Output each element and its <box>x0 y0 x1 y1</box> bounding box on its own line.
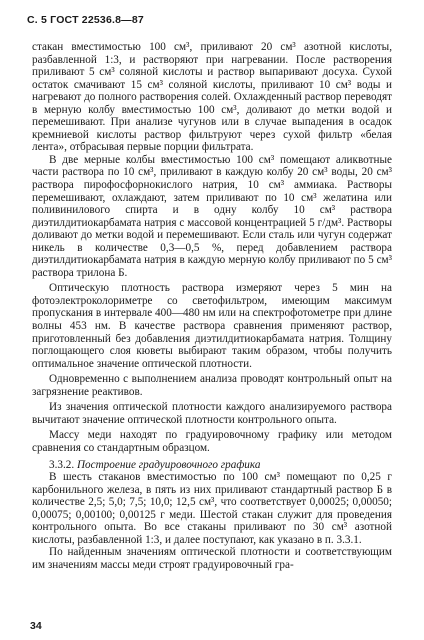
paragraph: Оптическую плотность раствора измеряют через 5 мин на фотоэлектроколориметре со светофильтром, имеющим максимум пропускания в интервале 400—480 нм или на спектрофотометре при длине волны 453 нм. В качестве раствора сравнения применяют раствор, приготовленный без добавления диэтилдитиокарбамата натрия. Толщину поглощающего слоя кюветы выбирают таким образом, чтобы получить оптимальное значение оптической плотности. <box>32 282 392 370</box>
paragraph: Массу меди находят по градуировочному графику или методом сравнения со стандартным образцом. <box>32 429 392 454</box>
page-header: С. 5 ГОСТ 22536.8—87 <box>27 14 144 26</box>
paragraph: По найденным значениям оптической плотности и соответствующим им значениям массы меди строят градуировочный гра- <box>32 546 392 571</box>
paragraph-continued: стакан вместимостью 100 см³, приливают 20 см³ азотной кислоты, разбавленной 1:3, и растворяют при нагревании. После растворения приливают 5 см³ соляной кислоты и раствор выпаривают досуха. Сухой остаток смачивают 15 см³ соляной кислоты, приливают 10 см³ воды и нагревают до полного растворения солей. Охлажденный раствор переводят в мерную колбу вместимостью 100 см³, доливают до метки водой и перемешивают. При анализе чугунов или в случае выпадения в осадок кремниевой кислоты раствор фильтруют через сухой фильтр «белая лента», отбрасывая первые порции фильтрата. <box>32 41 392 154</box>
subsection-title: Построение градуировочного графика <box>76 458 261 471</box>
paragraph: Из значения оптической плотности каждого анализируемого раствора вычитают значение оптической плотности контрольного опыта. <box>32 401 392 426</box>
page-number: 34 <box>30 620 42 632</box>
subsection-number: 3.3.2. <box>49 458 75 471</box>
paragraph: В две мерные колбы вместимостью 100 см³ помещают аликвотные части раствора по 10 см³, приливают в каждую колбу 20 см³ воды, 20 см³ раствора пирофосфорнокислого натрия, 10 см³ аммиака. Растворы перемешивают, охлаждают, затем приливают по 10 см³ желатина или поливинилового спирта и в одну колбу 10 см³ раствора диэтилдитиокарбамата натрия с массовой концентрацией 5 г/дм³. Растворы доливают до метки водой и перемешивают. Если сталь или чугун содержат никель в количестве 0,3—0,5 %, перед добавлением раствора диэтилдитиокарбамата натрия в каждую мерную колбу приливают по 5 см³ раствора трилона Б. <box>32 153 392 279</box>
subsection-heading <box>32 459 392 472</box>
paragraph: В шесть стаканов вместимостью по 100 см³ помещают по 0,25 г карбонильного железа, в пять из них приливают стандартный раствор Б в количестве 2,5; 5,0; 7,5; 10,0; 12,5 см³, что соответствует 0,00025; 0,00050; 0,00075; 0,00100; 0,00125 г меди. Шестой стакан служит для проведения контрольного опыта. Во все стаканы приливают по 30 см³ азотной кислоты, разбавленной 1:3, и далее поступают, как указано в п. 3.3.1. <box>32 471 392 546</box>
body-text <box>32 41 392 571</box>
paragraph: Одновременно с выполнением анализа проводят контрольный опыт на загрязнение реактивов. <box>32 373 392 398</box>
